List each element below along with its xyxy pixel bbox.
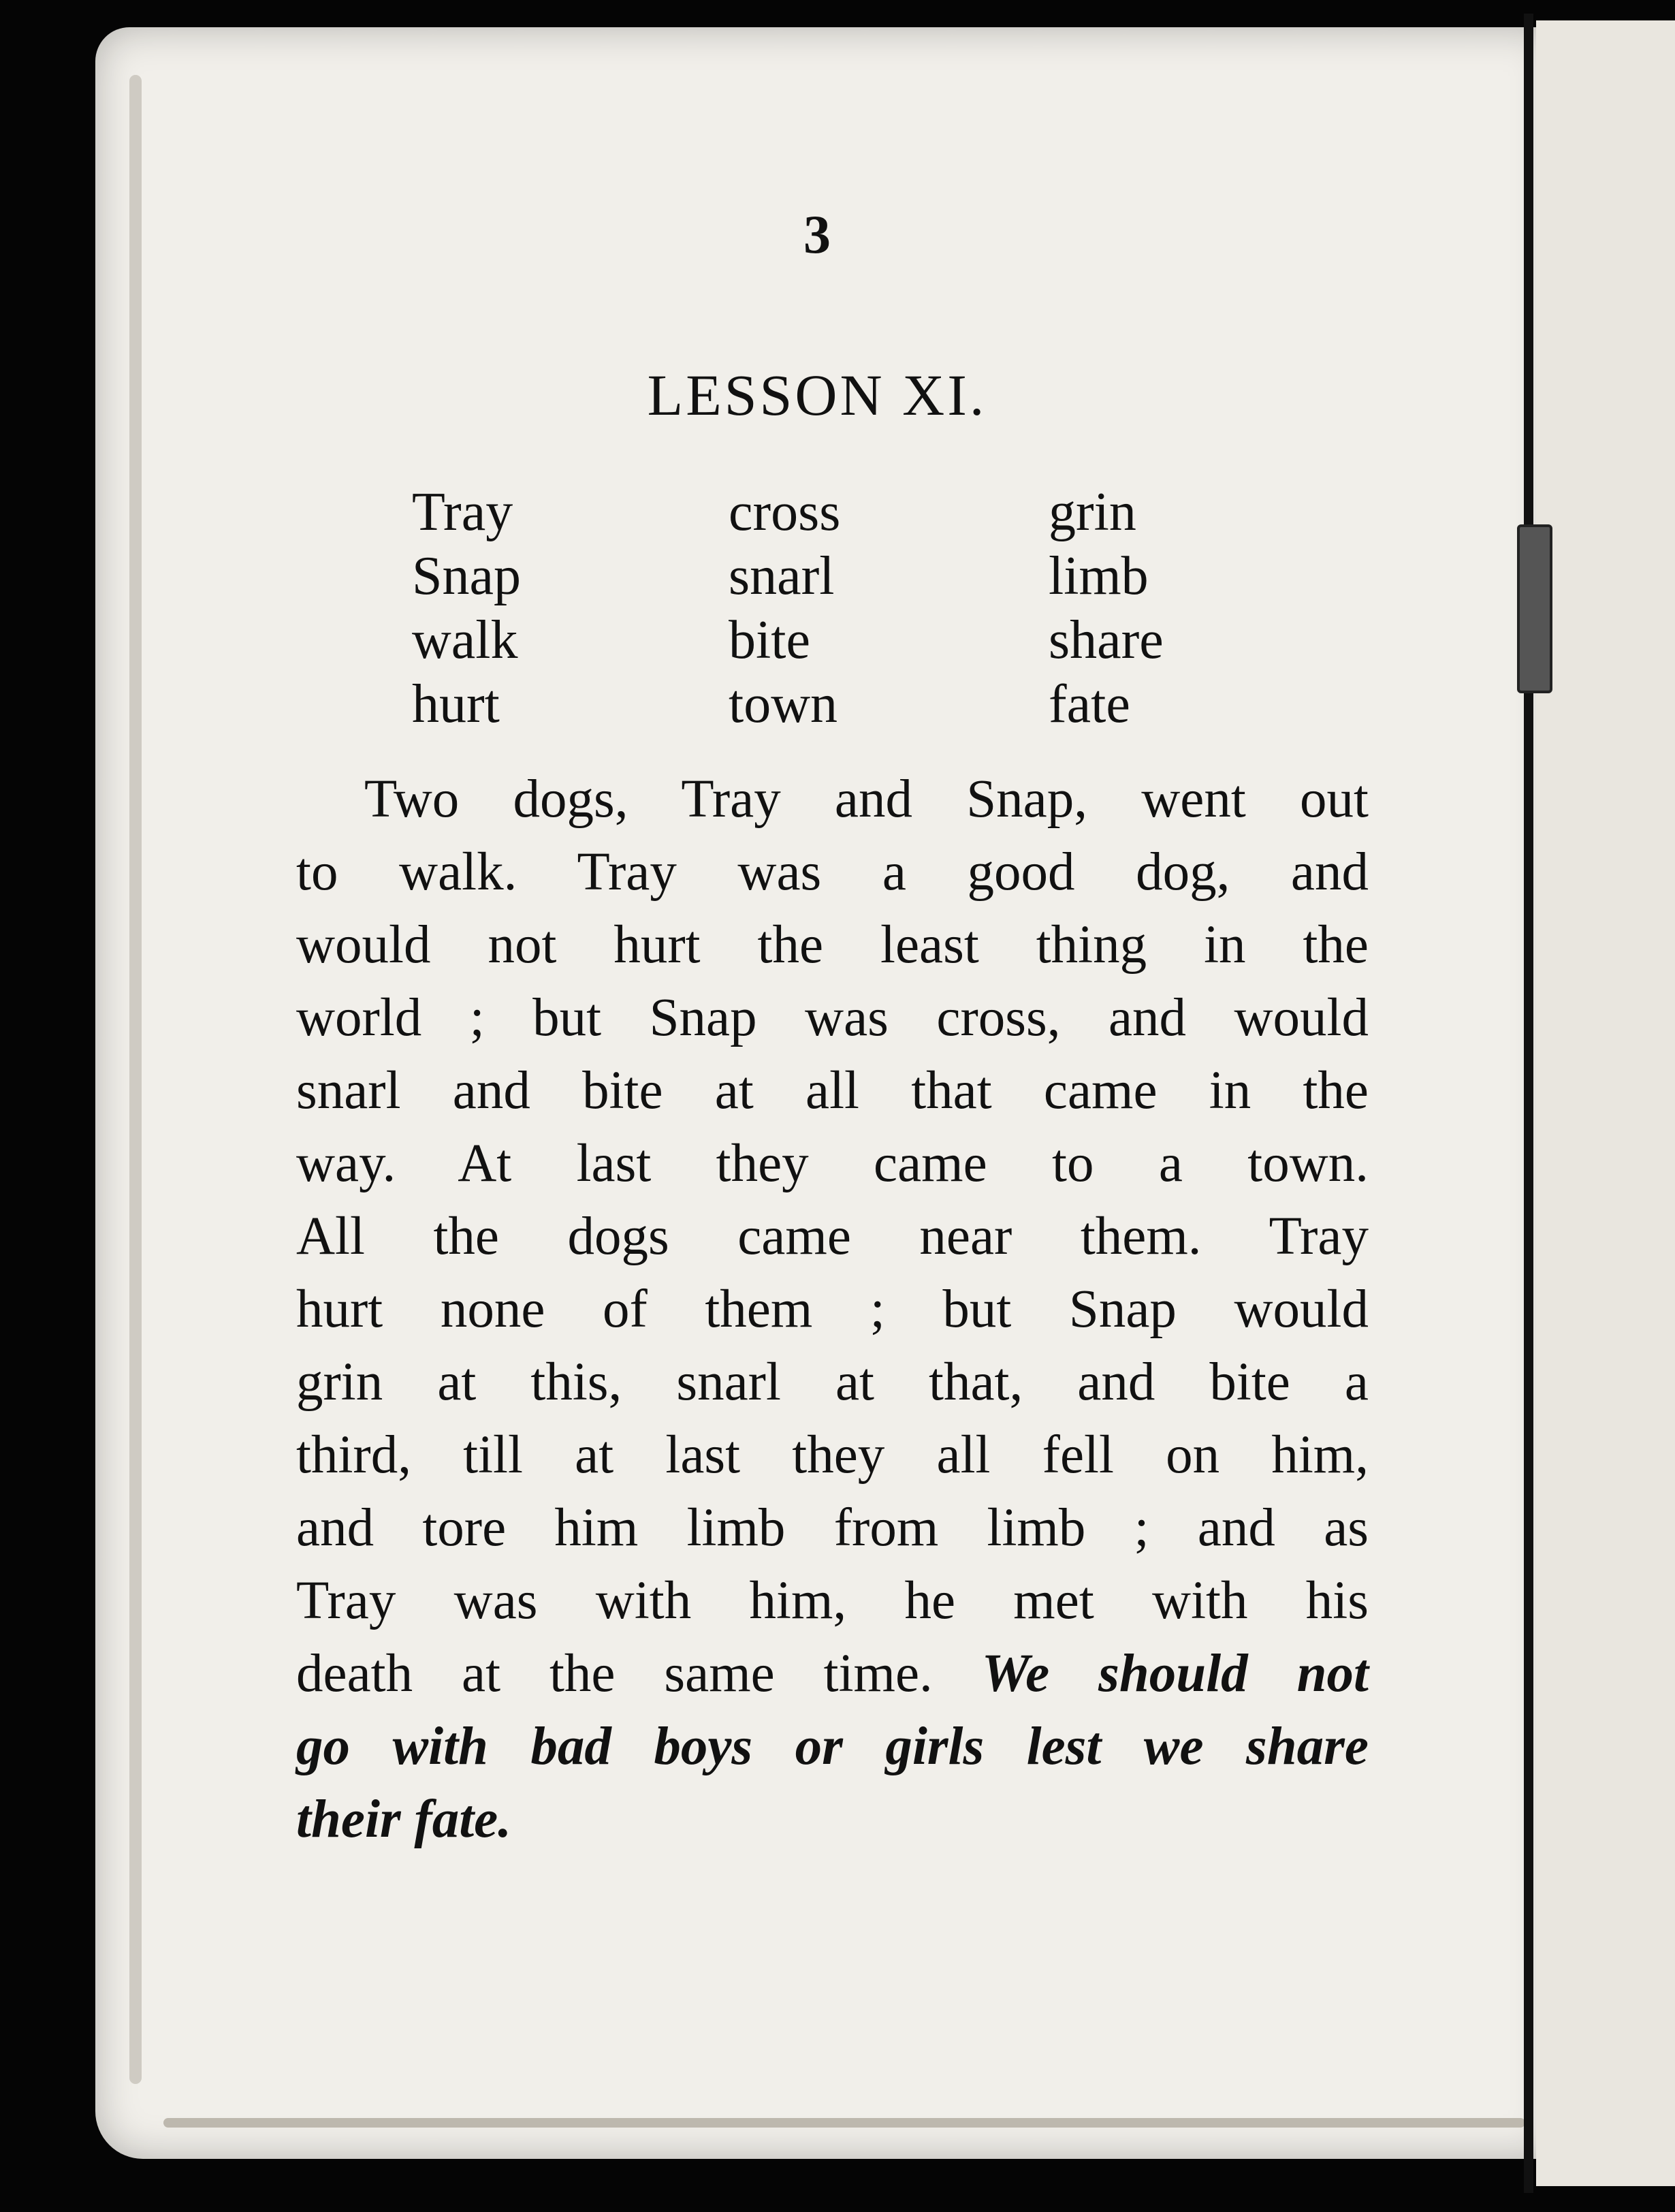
story-line: All the dogs came near them. Tray xyxy=(296,1207,1369,1266)
story-line: hurt none of them ; but Snap would xyxy=(296,1280,1369,1339)
vocab-column-2 xyxy=(729,480,840,736)
page-edge xyxy=(129,75,142,2084)
vocab-word: share xyxy=(1049,610,1164,670)
binding-tab xyxy=(1517,524,1552,693)
facing-page xyxy=(1536,20,1675,2186)
story-line: grin at this, snarl at that, and bite a xyxy=(296,1353,1369,1412)
vocab-word: Tray xyxy=(412,482,513,542)
story-line: to walk. Tray was a good dog, and xyxy=(296,842,1369,902)
page-number: 3 xyxy=(803,205,831,265)
story-line: way. At last they came to a town. xyxy=(296,1134,1369,1193)
vocab-word: Snap xyxy=(412,546,521,606)
vocab-word: snarl xyxy=(729,546,835,606)
vocab-word: grin xyxy=(1049,482,1136,542)
book-spine xyxy=(1524,14,1533,2193)
lesson-title: LESSON XI. xyxy=(647,362,987,428)
story-text xyxy=(296,763,1369,1856)
story-line: death at the same time. xyxy=(296,1644,933,1703)
vocab-column-1 xyxy=(412,480,521,736)
vocab-word: hurt xyxy=(412,674,500,734)
vocab-word: fate xyxy=(1049,674,1130,734)
story-line-with-moral xyxy=(296,1637,1369,1710)
vocab-word: town xyxy=(729,674,838,734)
vocab-word: bite xyxy=(729,610,810,670)
story-line: Two dogs, Tray and Snap, went out xyxy=(364,770,1369,829)
vocab-column-3 xyxy=(1049,480,1164,736)
moral-line: their fate. xyxy=(296,1790,511,1849)
moral-line: go with bad boys or girls lest we share xyxy=(296,1717,1369,1776)
story-line: snarl and bite at all that came in the xyxy=(296,1061,1369,1120)
story-line: would not hurt the least thing in the xyxy=(296,915,1369,975)
story-line: Tray was with him, he met with his xyxy=(296,1571,1369,1630)
page-bottom-edge xyxy=(163,2118,1525,2128)
story-line: world ; but Snap was cross, and would xyxy=(296,988,1369,1047)
vocab-word: limb xyxy=(1049,546,1149,606)
story-line: third, till at last they all fell on him, xyxy=(296,1425,1369,1485)
vocab-word: walk xyxy=(412,610,518,670)
story-line: and tore him limb from limb ; and as xyxy=(296,1498,1369,1558)
moral-text: We should not xyxy=(981,1644,1369,1703)
vocab-word: cross xyxy=(729,482,841,542)
